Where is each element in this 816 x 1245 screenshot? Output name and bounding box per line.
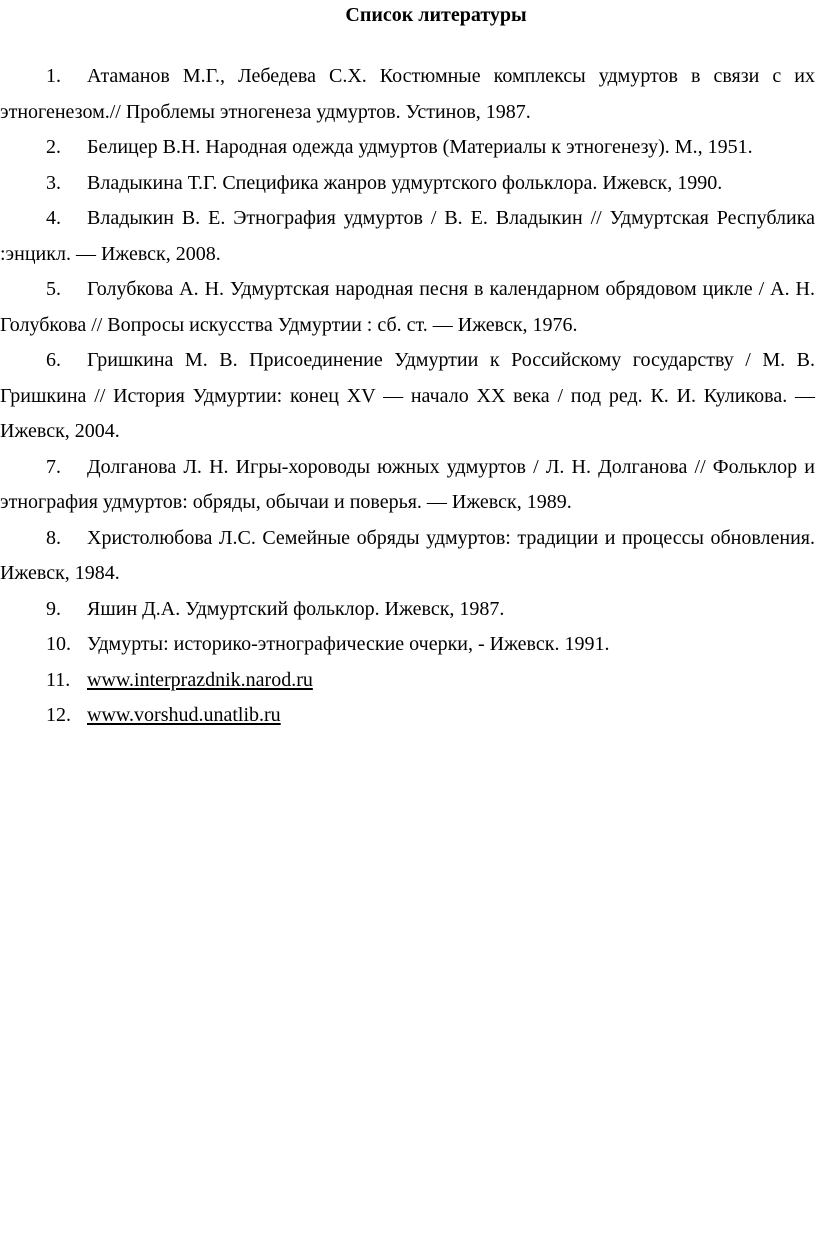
reference-item [0, 166, 815, 202]
reference-text: Яшин Д.А. Удмуртский фольклор. Ижевск, 1987. [87, 597, 505, 620]
reference-item [0, 592, 815, 628]
reference-link[interactable]: www.vorshud.unatlib.ru [87, 704, 281, 726]
reference-item [0, 272, 815, 343]
reference-item [0, 201, 815, 272]
reference-text: Владыкина Т.Г. Специфика жанров удмуртского фольклора. Ижевск, 1990. [87, 171, 723, 194]
reference-list [0, 59, 815, 734]
page-title: Список литературы [345, 4, 527, 26]
reference-text: Удмурты: историко-этнографические очерки, - Ижевск. 1991. [87, 633, 610, 655]
reference-number: 5. [46, 278, 61, 300]
reference-text: Атаманов М.Г., Лебедева С.Х. Костюмные комплексы удмуртов в связи с их этногенезом.// Проблемы этногенеза удмуртов. Устинов, 1987. [0, 65, 815, 123]
reference-link[interactable]: www.interprazdnik.narod.ru [87, 668, 313, 691]
reference-number: 6. [46, 349, 61, 371]
reference-item [0, 343, 815, 450]
reference-number: 9. [46, 597, 61, 620]
reference-text: Христолюбова Л.С. Семейные обряды удмуртов: традиции и процессы обновления. Ижевск, 1984. [0, 526, 815, 584]
reference-text: Долганова Л. Н. Игры-хороводы южных удмуртов / Л. Н. Долганова // Фольклор и этнография удмуртов: обряды, обычаи и поверья. — Ижевск, 1989. [0, 455, 815, 513]
reference-number: 3. [46, 171, 61, 194]
reference-item [0, 130, 815, 166]
reference-number: 4. [46, 207, 61, 229]
reference-text: Гришкина М. В. Присоединение Удмуртии к Российскому государству / М. В. Гришкина // История Удмуртии: конец XV — начало XX века / под ред. К. И. Куликова. — Ижевск, 2004. [0, 349, 815, 442]
reference-number: 8. [46, 526, 61, 549]
reference-number: 12. [46, 704, 71, 726]
reference-number: 10. [46, 633, 71, 655]
reference-number: 11. [46, 668, 71, 691]
reference-item [0, 59, 815, 130]
reference-item [0, 627, 815, 663]
reference-item [0, 450, 815, 521]
reference-number: 2. [46, 136, 61, 158]
reference-text: Владыкин В. Е. Этнография удмуртов / В. Е. Владыкин // Удмуртская Республика :энцикл. — Ижевск, 2008. [0, 207, 815, 265]
reference-item [0, 521, 815, 592]
reference-item [0, 698, 815, 734]
reference-text: Белицер В.Н. Народная одежда удмуртов (Материалы к этногенезу). М., 1951. [87, 136, 753, 158]
reference-item [0, 663, 815, 699]
reference-text: Голубкова А. Н. Удмуртская народная песня в календарном обрядовом цикле / А. Н. Голубкова // Вопросы искусства Удмуртии : сб. ст. — Ижевск, 1976. [0, 278, 815, 336]
reference-number: 7. [46, 455, 61, 478]
reference-number: 1. [46, 65, 61, 87]
